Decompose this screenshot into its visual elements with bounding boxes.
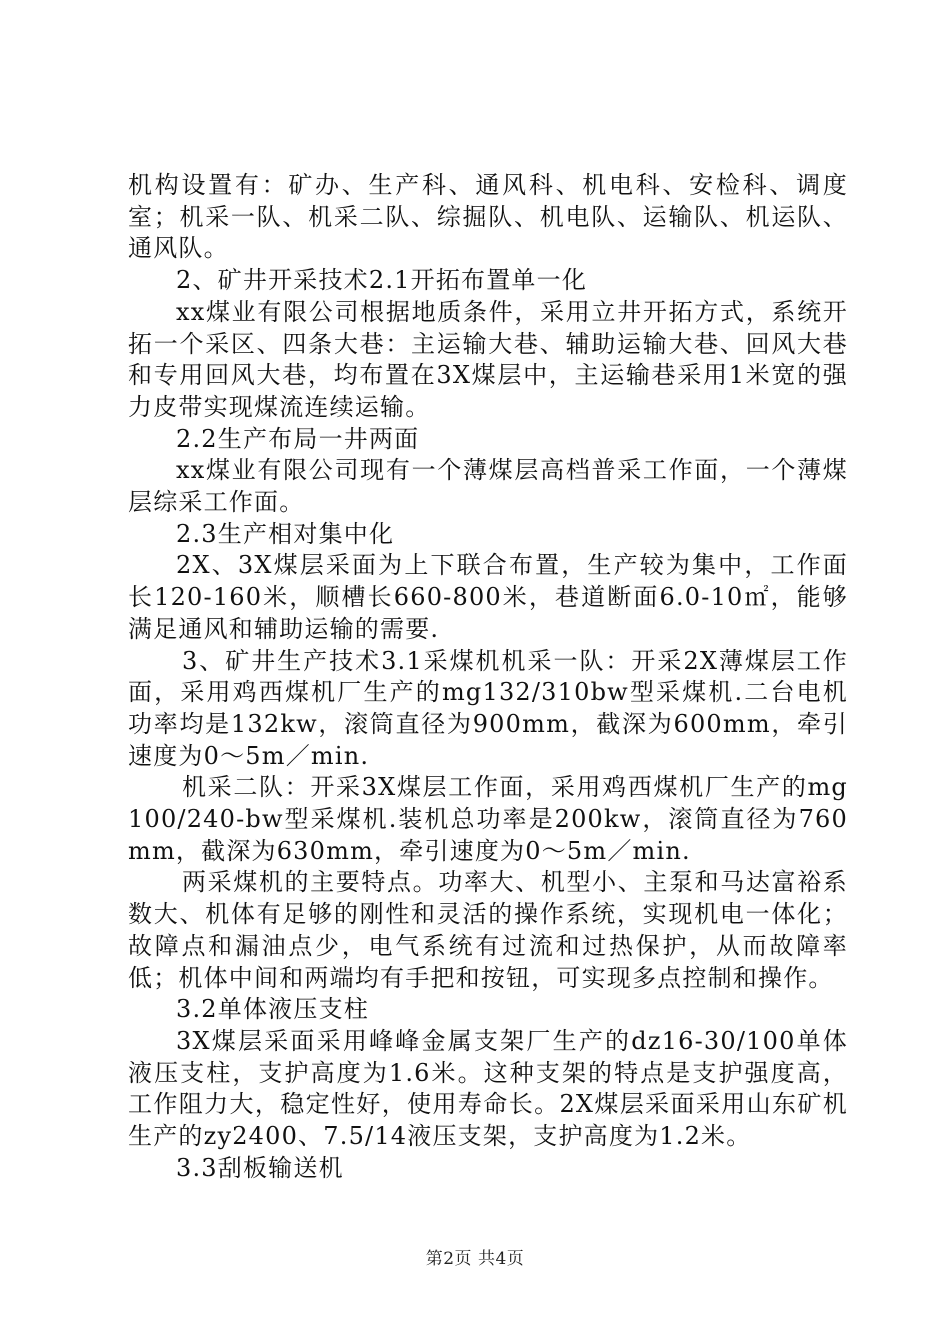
paragraph-shearer-team-one: 3、矿井生产技术3.1采煤机机采一队：开采2X薄煤层工作面，采用鸡西煤机厂生产的mg132/310bw型采煤机.二台电机功率均是132kw，滚筒直径为900mm，截深为600mm，牵引速度为0～5m／min.	[128, 646, 848, 770]
paragraph-working-faces: xx煤业有限公司现有一个薄煤层高档普采工作面，一个薄煤层综采工作面。	[128, 456, 848, 517]
paragraph-organization: 机构设置有：矿办、生产科、通风科、机电科、安检科、调度室；机采一队、机采二队、综掘队、机电队、运输队、机运队、通风队。	[128, 171, 848, 263]
document-body	[128, 170, 848, 1185]
paragraph-seam-layout: 2X、3X煤层采面为上下联合布置，生产较为集中，工作面长120-160米，顺槽长660-800米，巷道断面6.0-10㎡，能够满足通风和辅助运输的需要.	[128, 551, 848, 643]
paragraph-development-layout: xx煤业有限公司根据地质条件，采用立井开拓方式，系统开拓一个采区、四条大巷：主运输大巷、辅助运输大巷、回风大巷和专用回风大巷，均布置在3X煤层中，主运输巷采用1米宽的强力皮带实现煤流连续运输。	[128, 297, 848, 421]
paragraph-hydraulic-support: 3X煤层采面采用峰峰金属支架厂生产的dz16-30/100单体液压支柱，支护高度为1.6米。这种支架的特点是支护强度高，工作阻力大，稳定性好，使用寿命长。2X煤层采面采用山东矿机生产的zy2400、7.5/14液压支架，支护高度为1.2米。	[128, 1026, 848, 1151]
page-number-footer: 第2页 共4页	[425, 1249, 525, 1269]
paragraph-shearer-team-two: 机采二队：开采3X煤层工作面，采用鸡西煤机厂生产的mg100/240-bw型采煤机.装机总功率是200kw，滚筒直径为760mm，截深为630mm，牵引速度为0～5m／min.	[128, 773, 848, 865]
heading-mining-technology: 2、矿井开采技术2.1开拓布置单一化	[176, 266, 588, 295]
heading-hydraulic-prop: 3.2单体液压支柱	[176, 995, 369, 1024]
heading-scraper-conveyor: 3.3刮板输送机	[176, 1153, 344, 1182]
heading-concentration: 2.3生产相对集中化	[176, 519, 395, 548]
heading-production-layout: 2.2生产布局一井两面	[176, 424, 420, 453]
paragraph-shearer-features: 两采煤机的主要特点。功率大、机型小、主泵和马达富裕系数大、机体有足够的刚性和灵活的操作系统，实现机电一体化；故障点和漏油点少，电气系统有过流和过热保护，从而故障率低；机体中间和两端均有手把和按钮，可实现多点控制和操作。	[128, 868, 848, 992]
